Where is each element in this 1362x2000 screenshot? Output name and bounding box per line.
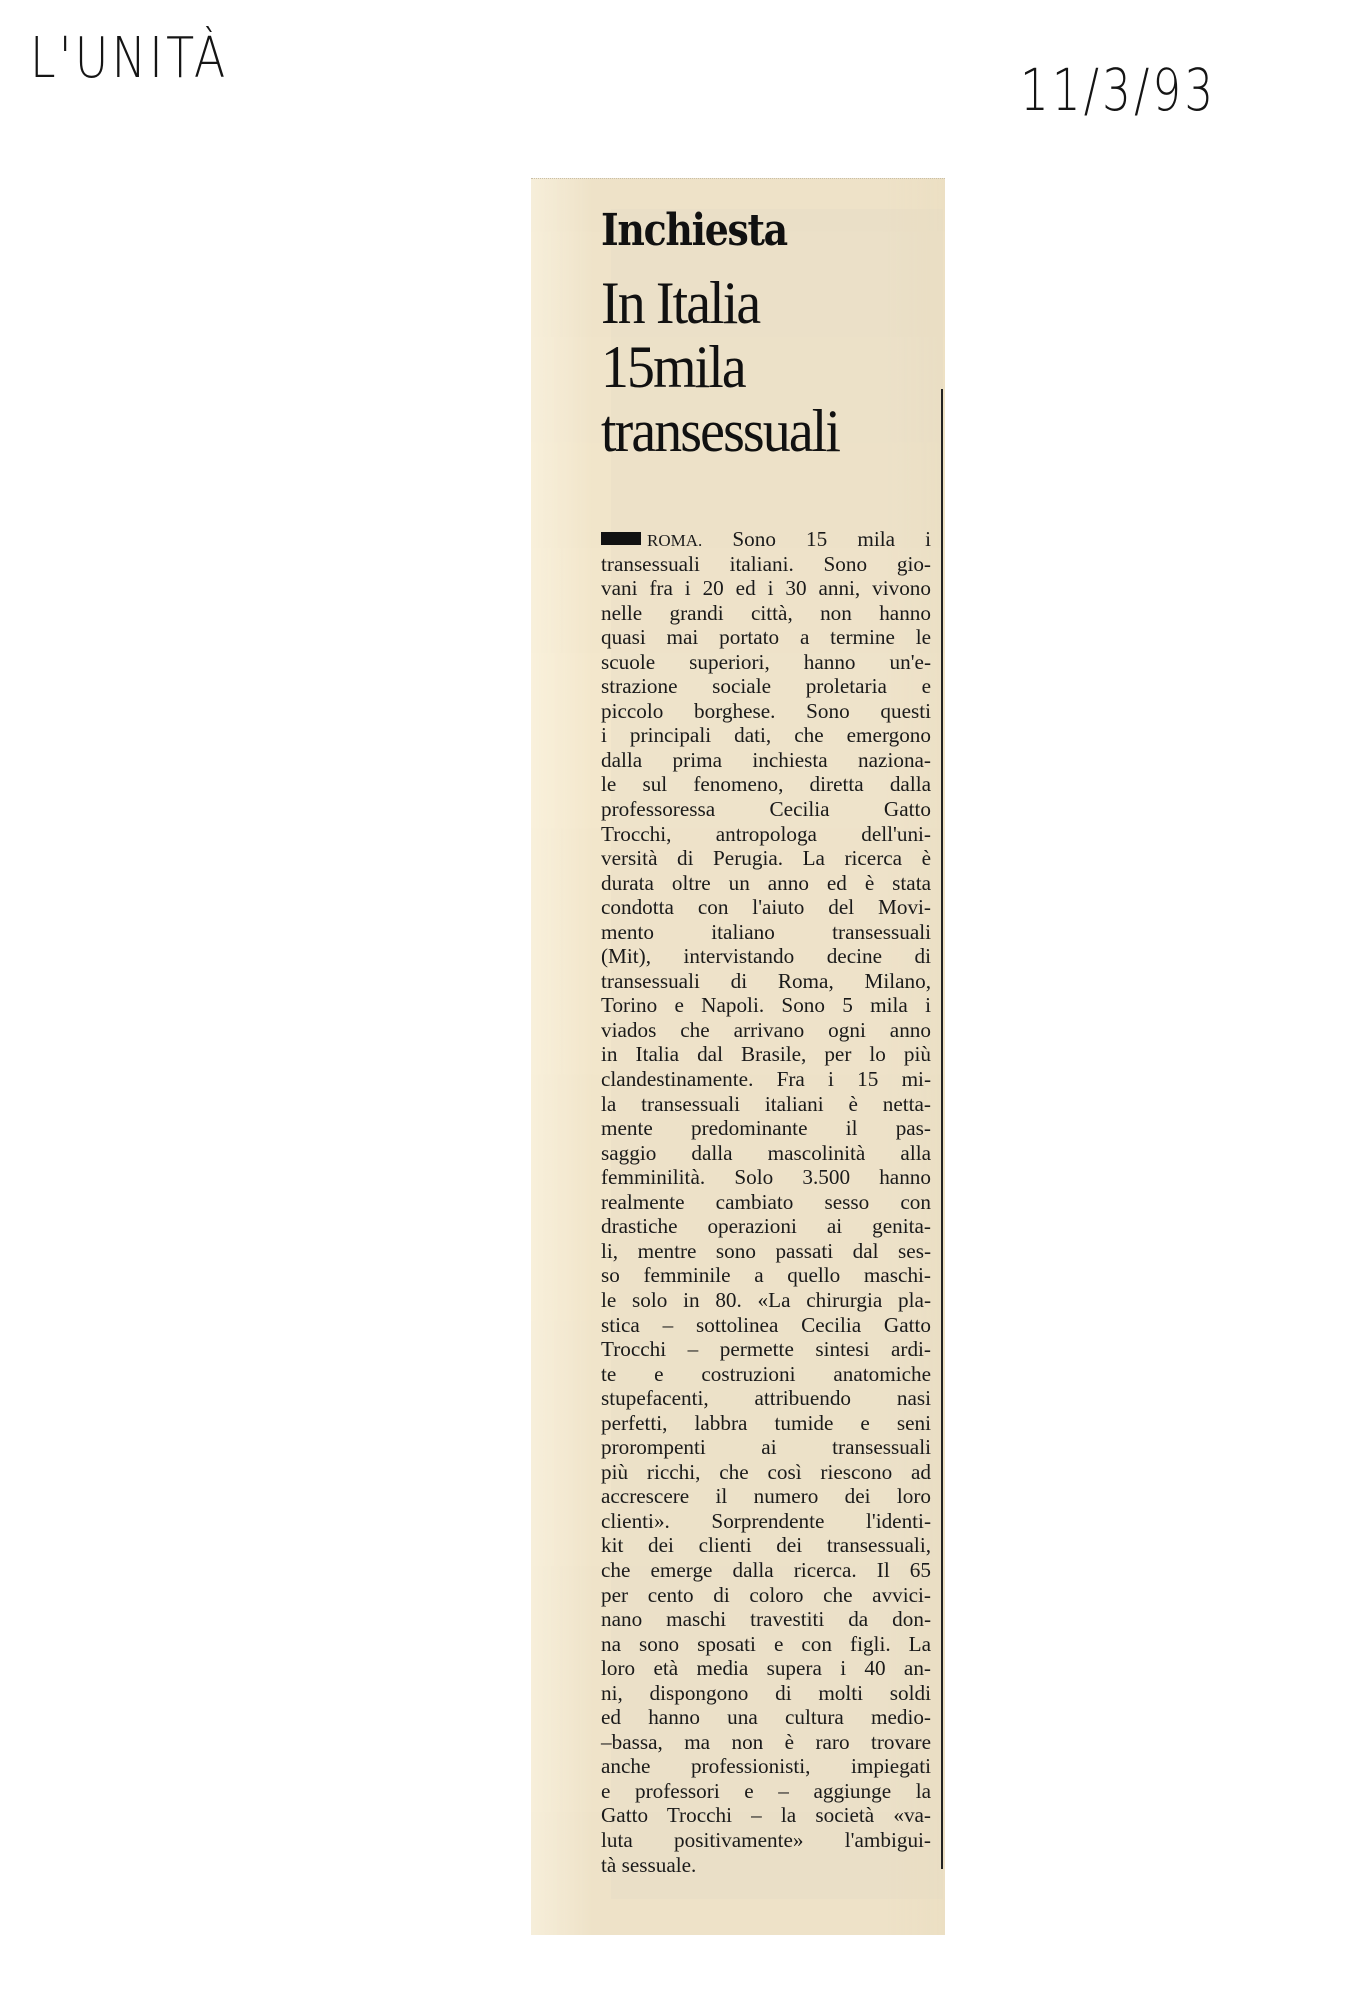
body-line: più ricchi, che così riescono ad [601,1459,931,1484]
body-line: kit dei clienti dei transessuali, [601,1533,931,1558]
body-line: per cento di coloro che avvici- [601,1582,931,1607]
body-line: anche professionisti, impiegati [601,1754,931,1779]
body-line: piccolo borghese. Sono questi [601,698,931,723]
body-line: so femminile a quello maschi- [601,1263,931,1288]
body-line: tà sessuale. [601,1852,697,1877]
headline-line: In Italia [601,270,760,336]
body-line: mento italiano transessuali [601,919,931,944]
body-line: nano maschi travestiti da don- [601,1607,931,1632]
body-line: clandestinamente. Fra i 15 mi- [601,1067,931,1092]
body-line: clienti». Sorprendente l'identi- [601,1508,931,1533]
body-line: Trocchi, antropologa dell'uni- [601,821,931,846]
body-line: na sono sposati e con figli. La [601,1631,931,1656]
body-line-first [601,527,931,552]
body-line: professoressa Cecilia Gatto [601,797,931,822]
dateline-marker [601,532,641,545]
body-line: transessuali di Roma, Milano, [601,968,931,993]
body-line: scuole superiori, hanno un'e- [601,649,931,674]
body-line-text: Sono 15 mila i [732,527,931,551]
body-line: te e costruzioni anatomiche [601,1361,931,1386]
body-line: accrescere il numero dei loro [601,1484,931,1509]
handwritten-date-note: 11/3/93 [1020,56,1217,124]
body-line: la transessuali italiani è netta- [601,1091,931,1116]
body-line: realmente cambiato sesso con [601,1189,931,1214]
body-line: Torino e Napoli. Sono 5 mila i [601,993,931,1018]
body-line: e professori e – aggiunge la [601,1778,931,1803]
body-line: ni, dispongono di molti soldi [601,1680,931,1705]
body-line: stica – sottolinea Cecilia Gatto [601,1312,931,1337]
body-line: condotta con l'aiuto del Movi- [601,895,931,920]
dateline: ROMA. [647,531,703,550]
body-line: durata oltre un anno ed è stata [601,870,931,895]
column-rule [941,389,943,1869]
body-line: ed hanno una cultura medio- [601,1705,931,1730]
body-line: –bassa, ma non è raro trovare [601,1729,931,1754]
body-line: quasi mai portato a termine le [601,625,931,650]
article-body [601,527,931,1877]
body-line: prorompenti ai transessuali [601,1435,931,1460]
body-line: vani fra i 20 ed i 30 anni, vivono [601,576,931,601]
newspaper-clipping [531,178,945,1935]
headline-line: 15mila [601,334,745,400]
article-headline [601,271,936,463]
body-line: loro età media supera i 40 an- [601,1656,931,1681]
headline-line: transessuali [601,398,840,464]
body-line: versità di Perugia. La ricerca è [601,846,931,871]
body-line: stupefacenti, attribuendo nasi [601,1386,931,1411]
body-line: i principali dati, che emergono [601,723,931,748]
body-line: drastiche operazioni ai genita- [601,1214,931,1239]
body-line: strazione sociale proletaria e [601,674,931,699]
handwritten-source-note: L'UNITÀ [30,26,229,91]
body-line: viados che arrivano ogni anno [601,1017,931,1042]
article-kicker: Inchiesta [601,205,787,256]
body-line: (Mit), intervistando decine di [601,944,931,969]
body-line: saggio dalla mascolinità alla [601,1140,931,1165]
body-line: in Italia dal Brasile, per lo più [601,1042,931,1067]
body-line: Gatto Trocchi – la società «va- [601,1803,931,1828]
body-line: le solo in 80. «La chirurgia pla- [601,1287,931,1312]
body-line: dalla prima inchiesta naziona- [601,747,931,772]
body-line: perfetti, labbra tumide e seni [601,1410,931,1435]
body-line: li, mentre sono passati dal ses- [601,1238,931,1263]
body-line: luta positivamente» l'ambigui- [601,1827,931,1852]
body-line: che emerge dalla ricerca. Il 65 [601,1557,931,1582]
body-line: Trocchi – permette sintesi ardi- [601,1337,931,1362]
body-line: mente predominante il pas- [601,1116,931,1141]
body-line: le sul fenomeno, diretta dalla [601,772,931,797]
body-line: femminilità. Solo 3.500 hanno [601,1165,931,1190]
body-line: transessuali italiani. Sono gio- [601,551,931,576]
body-line: nelle grandi città, non hanno [601,600,931,625]
